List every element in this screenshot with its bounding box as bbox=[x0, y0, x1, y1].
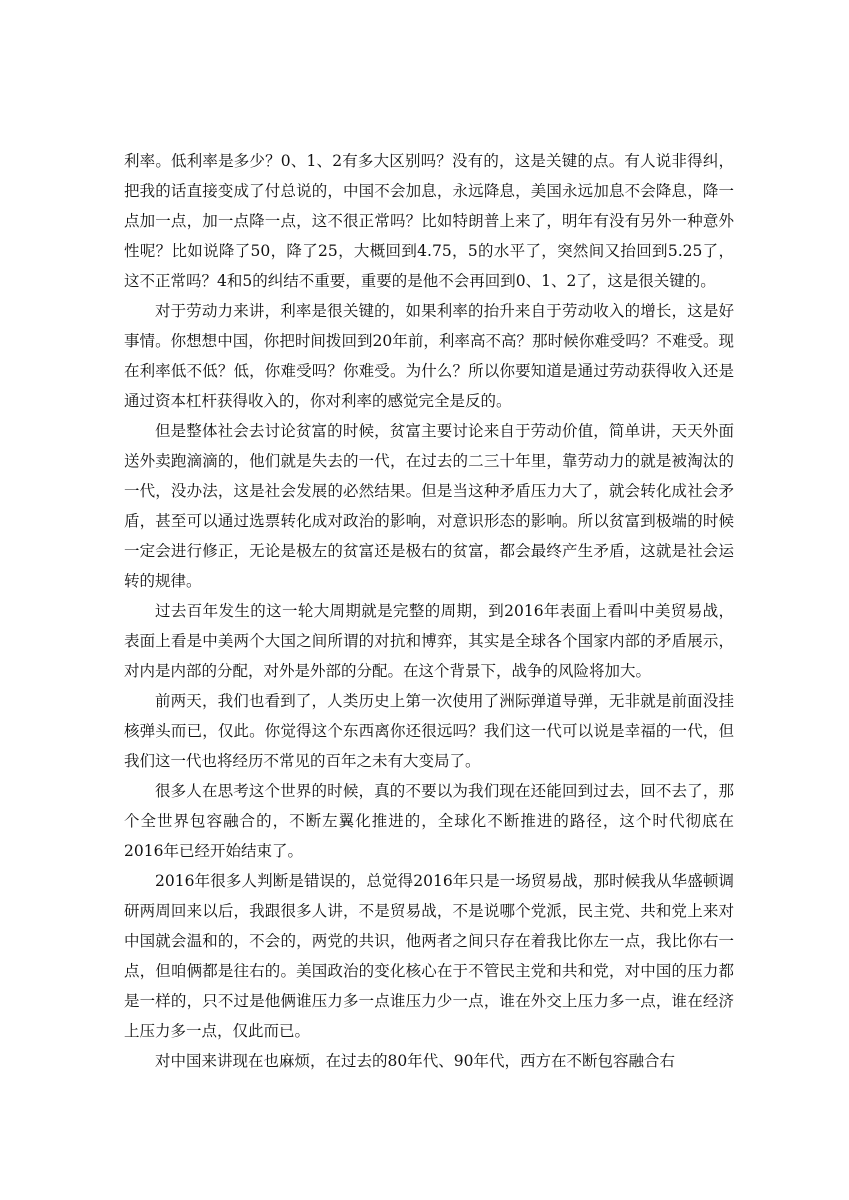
paragraph-3: 但是整体社会去讨论贫富的时候，贫富主要讨论来自于劳动价值，简单讲，天天外面送外卖跑滴滴的，他们就是失去的一代，在过去的二三十年里，靠劳动力的就是被淘汰的一代，没办法，这是社会发展的必然结果。但是当这种矛盾压力大了，就会转化成社会矛盾，甚至可以通过选票转化成对政治的影响，对意识形态的影响。所以贫富到极端的时候一定会进行修正，无论是极左的贫富还是极右的贫富，都会最终产生矛盾，这就是社会运转的规律。 bbox=[124, 422, 734, 590]
paragraph-7: 2016年很多人判断是错误的，总觉得2016年只是一场贸易战，那时候我从华盛顿调研两周回来以后，我跟很多人讲，不是贸易战，不是说哪个党派，民主党、共和党上来对中国就会温和的，不会的，两党的共识，他两者之间只存在着我比你左一点，我比你右一点，但咱俩都是往右的。美国政治的变化核心在于不管民主党和共和党，对中国的压力都是一样的，只不过是他俩谁压力多一点谁压力少一点，谁在外交上压力多一点，谁在经济上压力多一点，仅此而已。 bbox=[124, 872, 734, 1040]
paragraph-6: 很多人在思考这个世界的时候，真的不要以为我们现在还能回到过去，回不去了，那个全世界包容融合的，不断左翼化推进的，全球化不断推进的路径，这个时代彻底在2016年已经开始结束了。 bbox=[124, 782, 734, 860]
paragraph-4: 过去百年发生的这一轮大周期就是完整的周期，到2016年表面上看叫中美贸易战，表面上看是中美两个大国之间所谓的对抗和博弈，其实是全球各个国家内部的矛盾展示，对内是内部的分配，对外是外部的分配。在这个背景下，战争的风险将加大。 bbox=[124, 602, 734, 680]
paragraph-1: 利率。低利率是多少？0、1、2有多大区别吗？没有的，这是关键的点。有人说非得纠，把我的话直接变成了付总说的，中国不会加息，永远降息，美国永远加息不会降息，降一点加一点，加一点降一点，这不很正常吗？比如特朗普上来了，明年有没有另外一种意外性呢？比如说降了50，降了25，大概回到4.75，5的水平了，突然间又抬回到5.25了，这不正常吗？4和5的纠结不重要，重要的是他不会再回到0、1、2了，这是很关键的。 bbox=[124, 152, 734, 290]
paragraph-2: 对于劳动力来讲，利率是很关键的，如果利率的抬升来自于劳动收入的增长，这是好事情。你想想中国，你把时间拨回到20年前，利率高不高？那时候你难受吗？不难受。现在利率低不低？低，你难受吗？你难受。为什么？所以你要知道是通过劳动获得收入还是通过资本杠杆获得收入的，你对利率的感觉完全是反的。 bbox=[124, 302, 734, 410]
paragraph-5: 前两天，我们也看到了，人类历史上第一次使用了洲际弹道导弹，无非就是前面没挂核弹头而已，仅此。你觉得这个东西离你还很远吗？我们这一代可以说是幸福的一代，但我们这一代也将经历不常见的百年之未有大变局了。 bbox=[124, 692, 734, 770]
paragraph-8: 对中国来讲现在也麻烦，在过去的80年代、90年代，西方在不断包容融合右 bbox=[155, 1052, 675, 1070]
document-body bbox=[124, 146, 734, 1076]
